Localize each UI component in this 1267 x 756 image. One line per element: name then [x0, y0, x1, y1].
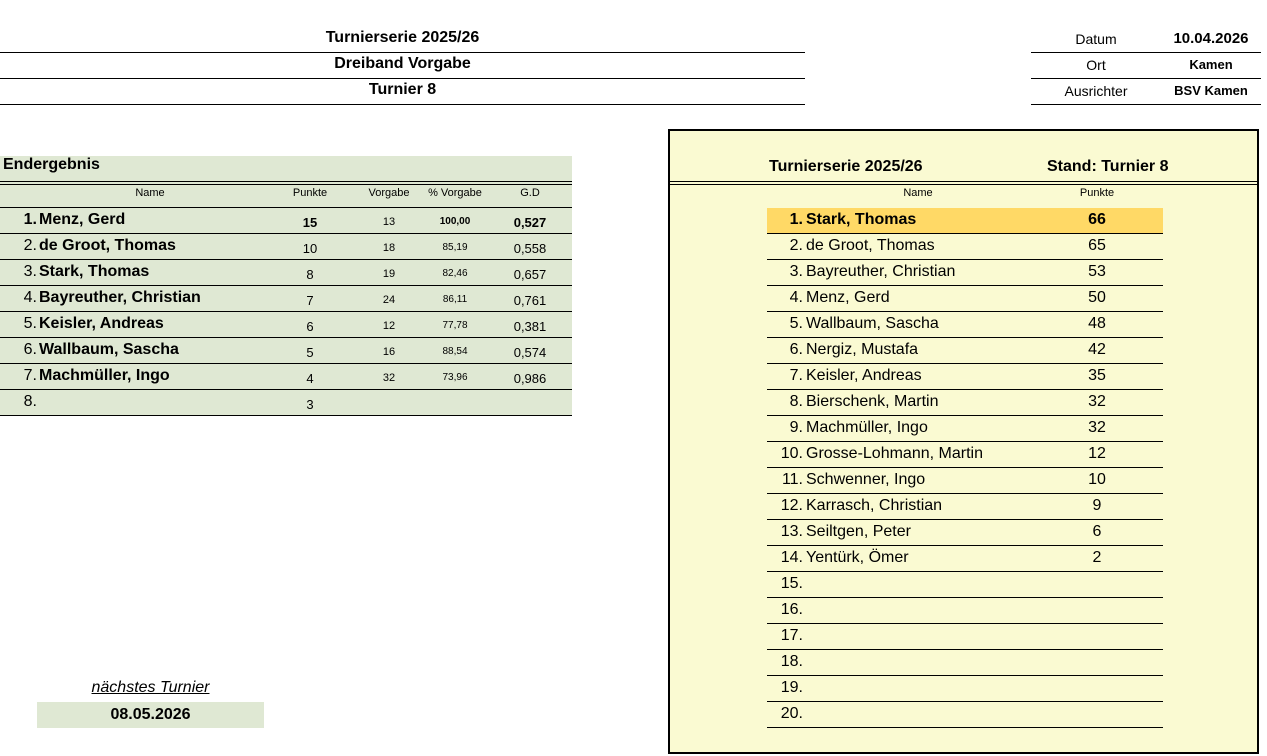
- result-points: 8: [306, 267, 314, 282]
- standings-row: [767, 208, 1163, 234]
- standings-name: Grosse-Lohmann, Martin: [806, 445, 983, 462]
- result-row: [0, 208, 572, 234]
- standings-rank: 8.: [789, 393, 803, 410]
- result-points: 6: [306, 319, 314, 334]
- standings-points: 65: [1088, 237, 1106, 254]
- standings-row: [767, 702, 1163, 728]
- standings-rank: 5.: [789, 315, 803, 332]
- standings-points: 48: [1088, 315, 1106, 332]
- result-handicap-pct: 77,78: [442, 320, 468, 331]
- result-points: 5: [306, 345, 314, 360]
- standings-row: [767, 598, 1163, 624]
- result-gd: 0,381: [513, 319, 547, 334]
- result-rank: 7.: [23, 367, 37, 384]
- standings-name: Karrasch, Christian: [806, 497, 943, 514]
- col-header-handicap-pct: % Vorgabe: [428, 187, 482, 199]
- result-handicap-pct: 88,54: [442, 346, 468, 357]
- result-handicap-pct: 82,46: [442, 268, 468, 279]
- tournament-title: Turnier 8: [368, 81, 437, 98]
- standings-points: 10: [1088, 471, 1106, 488]
- standings-row: [767, 390, 1163, 416]
- standings-status: Stand: Turnier 8: [1047, 158, 1169, 175]
- standings-rank: 17.: [780, 627, 803, 644]
- standings-row: [767, 234, 1163, 260]
- result-rank: 2.: [23, 237, 37, 254]
- result-rank: 1.: [23, 211, 37, 228]
- next-tournament-date: 08.05.2026: [37, 702, 264, 728]
- result-name: Wallbaum, Sascha: [39, 341, 179, 358]
- standings-name: Nergiz, Mustafa: [806, 341, 919, 358]
- divider: [0, 78, 805, 79]
- result-row: [0, 312, 572, 338]
- standings-name: Schwenner, Ingo: [806, 471, 926, 488]
- result-points: 10: [302, 241, 318, 256]
- result-rank: 6.: [23, 341, 37, 358]
- divider: [670, 181, 1257, 182]
- standings-rank: 13.: [780, 523, 803, 540]
- result-handicap: 24: [382, 294, 396, 306]
- standings-row: [767, 286, 1163, 312]
- result-name: de Groot, Thomas: [39, 237, 176, 254]
- standings-row: [767, 650, 1163, 676]
- location-label: Ort: [1086, 57, 1106, 73]
- standings-rank: 11.: [781, 471, 803, 488]
- standings-name: Yentürk, Ömer: [806, 549, 909, 566]
- col-header-gd: G.D: [520, 187, 540, 199]
- standings-row: [767, 442, 1163, 468]
- standings-name: Bierschenk, Martin: [806, 393, 939, 410]
- standings-row: [767, 546, 1163, 572]
- standings-series-title: Turnierserie 2025/26: [769, 158, 923, 175]
- standings-rank: 10.: [780, 445, 803, 462]
- standings-row: [767, 338, 1163, 364]
- result-gd: 0,527: [513, 215, 547, 230]
- result-gd: 0,558: [513, 241, 547, 256]
- standings-row: [767, 520, 1163, 546]
- standings-rank: 18.: [780, 653, 803, 670]
- result-name: Menz, Gerd: [39, 211, 126, 228]
- result-handicap: 16: [382, 346, 396, 358]
- date-value: 10.04.2026: [1173, 30, 1249, 47]
- standings-rank: 15.: [780, 575, 803, 592]
- row-divider: [0, 415, 572, 416]
- standings-points: 32: [1088, 393, 1106, 410]
- standings-col-header-name: Name: [903, 187, 933, 199]
- standings-rank: 14.: [780, 549, 803, 566]
- divider: [0, 181, 572, 182]
- result-gd: 0,986: [513, 371, 547, 386]
- standings-points: 9: [1092, 497, 1102, 514]
- standings-name: Bayreuther, Christian: [806, 263, 956, 280]
- result-row: [0, 260, 572, 286]
- standings-rank: 20.: [780, 705, 803, 722]
- result-handicap-pct: 86,11: [442, 294, 468, 305]
- divider: [0, 104, 805, 105]
- next-tournament-label: nächstes Turnier: [91, 679, 210, 696]
- standings-rank: 6.: [789, 341, 803, 358]
- result-heading: Endergebnis: [3, 156, 100, 173]
- standings-row: [767, 312, 1163, 338]
- standings-points: 66: [1088, 211, 1106, 228]
- result-points: 15: [302, 215, 318, 230]
- standings-rank: 7.: [789, 367, 803, 384]
- result-row: [0, 234, 572, 260]
- date-label: Datum: [1075, 31, 1117, 47]
- standings-name: Machmüller, Ingo: [806, 419, 928, 436]
- standings-name: Seiltgen, Peter: [806, 523, 911, 540]
- result-row: [0, 390, 572, 416]
- standings-row: [767, 494, 1163, 520]
- standings-rank: 4.: [789, 289, 803, 306]
- result-handicap-pct: 100,00: [439, 216, 471, 227]
- result-name: Bayreuther, Christian: [39, 289, 201, 306]
- standings-row: [767, 260, 1163, 286]
- standings-points: 6: [1092, 523, 1102, 540]
- discipline-title: Dreiband Vorgabe: [334, 55, 471, 72]
- standings-rank: 2.: [789, 237, 803, 254]
- standings-points: 32: [1088, 419, 1106, 436]
- standings-row: [767, 416, 1163, 442]
- divider: [670, 184, 1257, 185]
- standings-col-header-points: Punkte: [1079, 187, 1115, 199]
- location-value: Kamen: [1189, 57, 1233, 72]
- standings-rank: 1.: [789, 211, 803, 228]
- result-points: 4: [306, 371, 314, 386]
- host-label: Ausrichter: [1064, 83, 1128, 99]
- standings-name: Stark, Thomas: [806, 211, 917, 228]
- standings-row: [767, 624, 1163, 650]
- standings-points: 35: [1088, 367, 1106, 384]
- result-handicap: 13: [382, 216, 396, 228]
- standings-row: [767, 364, 1163, 390]
- result-points: 3: [306, 397, 314, 412]
- standings-points: 2: [1092, 549, 1102, 566]
- result-rank: 3.: [23, 263, 37, 280]
- col-header-name: Name: [135, 187, 165, 199]
- result-handicap: 12: [382, 320, 396, 332]
- standings-row: [767, 676, 1163, 702]
- standings-rank: 3.: [789, 263, 803, 280]
- standings-row: [767, 572, 1163, 598]
- series-title: Turnierserie 2025/26: [325, 29, 480, 46]
- divider: [0, 184, 572, 185]
- standings-rank: 16.: [780, 601, 803, 618]
- divider: [0, 52, 805, 53]
- result-row: [0, 286, 572, 312]
- standings-points: 42: [1088, 341, 1106, 358]
- standings-points: 50: [1088, 289, 1106, 306]
- col-header-handicap: Vorgabe: [368, 187, 410, 199]
- result-rank: 8.: [23, 393, 37, 410]
- result-gd: 0,574: [513, 345, 547, 360]
- standings-points: 53: [1088, 263, 1106, 280]
- standings-rank: 19.: [780, 679, 803, 696]
- divider: [1031, 52, 1261, 53]
- standings-name: de Groot, Thomas: [806, 237, 935, 254]
- standings-row: [767, 468, 1163, 494]
- result-handicap: 18: [382, 242, 396, 254]
- standings-name: Menz, Gerd: [806, 289, 890, 306]
- divider: [1031, 104, 1261, 105]
- standings-name: Keisler, Andreas: [806, 367, 922, 384]
- result-row: [0, 338, 572, 364]
- result-handicap-pct: 73,96: [442, 372, 468, 383]
- result-gd: 0,761: [513, 293, 547, 308]
- result-name: Machmüller, Ingo: [39, 367, 170, 384]
- result-name: Stark, Thomas: [39, 263, 150, 280]
- standings-name: Wallbaum, Sascha: [806, 315, 939, 332]
- standings-points: 12: [1088, 445, 1106, 462]
- result-row: [0, 364, 572, 390]
- result-handicap-pct: 85,19: [442, 242, 468, 253]
- result-rank: 4.: [23, 289, 37, 306]
- result-name: Keisler, Andreas: [39, 315, 164, 332]
- divider: [1031, 78, 1261, 79]
- result-points: 7: [306, 293, 314, 308]
- host-value: BSV Kamen: [1174, 83, 1248, 98]
- col-header-points: Punkte: [292, 187, 328, 199]
- standings-rank: 12.: [780, 497, 803, 514]
- row-divider: [767, 727, 1163, 728]
- result-handicap: 32: [382, 372, 396, 384]
- result-rank: 5.: [23, 315, 37, 332]
- standings-rank: 9.: [789, 419, 803, 436]
- result-gd: 0,657: [513, 267, 547, 282]
- result-handicap: 19: [382, 268, 396, 280]
